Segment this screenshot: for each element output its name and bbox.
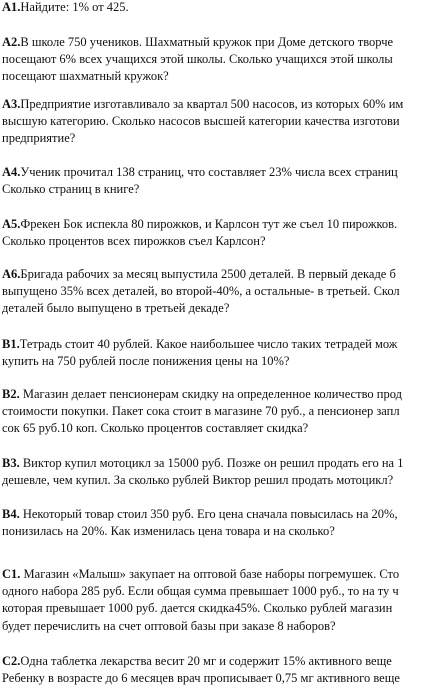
problem-a1: [2, 0, 442, 16]
problem-line: В1.Тетрадь стоит 40 рублей. Какое наибольшее число таких тетрадей мож: [2, 337, 398, 351]
problem-line: Сколько процентов всех пирожков съел Карлсон?: [2, 234, 266, 249]
problem-line: выпущено 35% всех деталей, во второй-40%, а остальные- в третьей. Скол: [2, 284, 400, 299]
problem-line: понизилась на 20%. Как изменилась цена товара и на сколько?: [2, 524, 335, 539]
problem-code: В1.: [2, 337, 20, 351]
problem-line: В2. Магазин делает пенсионерам скидку на определенное количество прод: [2, 387, 402, 401]
problem-line: сок 65 руб.10 коп. Сколько процентов составляет скидка?: [2, 421, 309, 436]
problem-line: А5.Фрекен Бок испекла 80 пирожков, и Карлсон тут же съел 10 пирожков.: [2, 217, 398, 231]
problem-line: дешевле, чем купил. За сколько рублей Виктор решил продать мотоцикл?: [2, 473, 394, 488]
problem-code: А3.: [2, 97, 21, 111]
problem-line: стоимости покупки. Пакет сока стоит в магазине 70 руб., а пенсионер запл: [2, 404, 400, 419]
problem-line: будет перечислить на счет оптовой базы при заказе 8 наборов?: [2, 618, 336, 633]
problem-line: посещают шахматный кружок?: [2, 69, 169, 84]
problem-a6: [2, 266, 442, 318]
problem-line: А6.Бригада рабочих за месяц выпустила 2500 деталей. В первый декаде б: [2, 267, 396, 281]
problem-code: А1.: [2, 0, 21, 14]
problem-code: С1.: [2, 567, 21, 581]
problem-line: предприятие?: [2, 131, 76, 146]
problem-line: купить на 750 рублей после понижения цены на 10%?: [2, 354, 290, 369]
problem-a3: [2, 96, 442, 148]
problem-code: В3.: [2, 456, 20, 470]
problem-line: высшую категорию. Сколько насосов высшей категории качества изготови: [2, 114, 400, 129]
problem-a5: [2, 216, 442, 250]
problem-b4: [2, 506, 442, 540]
problem-code: В4.: [2, 507, 20, 521]
problem-a2: [2, 34, 442, 86]
problem-line: деталей было выпущено в третьей декаде?: [2, 301, 230, 316]
problem-b2: [2, 386, 442, 438]
problem-code: А5.: [2, 217, 21, 231]
problem-line: Ребенку в возрасте до 6 месяцев врач прописывает 0,75 мг активного веще: [2, 671, 400, 686]
problem-line: А4.Ученик прочитал 138 страниц, что составляет 23% числа всех страниц: [2, 165, 398, 179]
problem-c1: [2, 566, 442, 635]
problem-b3: [2, 455, 442, 489]
problem-code: В2.: [2, 387, 20, 401]
problem-c2: [2, 653, 442, 687]
problem-line: В3. Виктор купил мотоцикл за 15000 руб. Позже он решил продать его на 1: [2, 456, 404, 470]
problem-line: Сколько страниц в книге?: [2, 182, 140, 197]
problem-code: С2.: [2, 654, 21, 668]
problem-line: С1. Магазин «Малыш» закупает на оптовой базе наборы погремушек. Сто: [2, 567, 400, 581]
problem-line: одного набора 285 руб. Если общая сумма превышает 1000 руб., то на ту ч: [2, 584, 399, 599]
problem-a4: [2, 164, 442, 198]
problem-code: А2.: [2, 35, 21, 49]
problem-line: В4. Некоторый товар стоил 350 руб. Его цена сначала повысилась на 20%,: [2, 507, 398, 521]
problem-b1: [2, 336, 442, 370]
problem-line: посещают 6% всех учащихся этой школы. Сколько учащихся этой школы: [2, 52, 393, 67]
problem-line: А1.Найдите: 1% от 425.: [2, 0, 129, 14]
problem-code: А6.: [2, 267, 21, 281]
problem-code: А4.: [2, 165, 21, 179]
problem-line: А2.В школе 750 учеников. Шахматный кружок при Доме детского творче: [2, 35, 394, 49]
problem-line: С2.Одна таблетка лекарства весит 20 мг и содержит 15% активного веще: [2, 654, 392, 668]
problem-line: которая превышает 1000 руб. дается скидка45%. Сколько рублей магазин: [2, 601, 393, 616]
problem-line: А3.Предприятие изготавливало за квартал 500 насосов, из которых 60% им: [2, 97, 404, 111]
